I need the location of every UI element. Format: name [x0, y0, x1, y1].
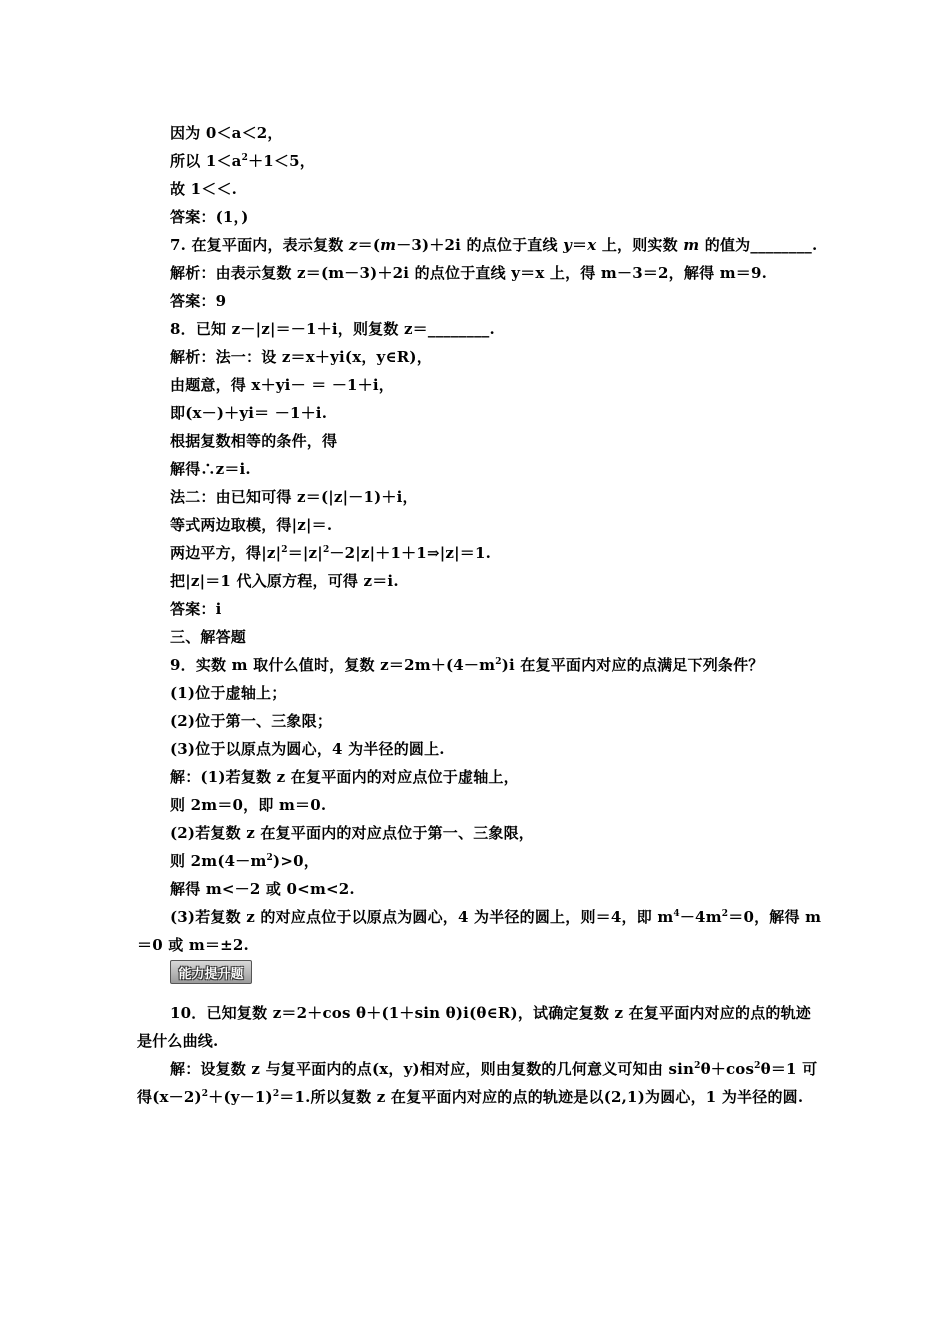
text-line: 是什么曲线.	[137, 1032, 219, 1050]
text-line: (2)位于第一、三象限；	[170, 712, 333, 730]
question-8: 8．已知 z－|z|＝－1＋i，则复数 z＝________.	[170, 320, 495, 338]
text-line: 故 1＜＜.	[170, 180, 238, 198]
text-line: (2)若复数 z 在复平面内的对应点位于第一、三象限，	[170, 824, 534, 842]
text-line: 法二：由已知可得 z＝(|z|－1)＋i，	[170, 488, 418, 506]
question-9: 9．实数 m 取什么值时，复数 $z=2m+(4-m^2)i$ 在复平面内对应的点满足下列条件？	[170, 656, 764, 674]
text-line: 则 2m＝0，即 m＝0.	[170, 796, 327, 814]
text-line: 由题意，得 x＋yi－ ＝ －1＋i，	[170, 376, 394, 394]
answer-line: 答案：9	[170, 292, 227, 310]
text-line: ＝0 或 m＝±2.	[137, 936, 249, 954]
answer-line: 答案：(1，)	[170, 208, 249, 226]
text-line: 因为 0＜a＜2，	[170, 124, 283, 142]
text-line: 即(x－)＋yi＝ －1＋i.	[170, 404, 328, 422]
text-line: 解得∴z＝i.	[170, 460, 251, 478]
question-10: 10．已知复数 z＝2＋cos θ＋(1＋sin θ)i(θ∈R)，试确定复数 z 在复平面内对应的点的轨迹	[170, 1004, 812, 1022]
text-line: 两边平方，得$|z|^2=|z|^2-2|z|+1+1\Rightarrow|z|=1$.	[170, 544, 492, 562]
text-line: 把|z|＝1 代入原方程，可得 z＝i.	[170, 572, 399, 590]
text-line: 解得 m<－2 或 0<m<2.	[170, 880, 355, 898]
analysis-line: 解析：法一：设 z＝x＋yi(x，y∈R)，	[170, 348, 432, 366]
solution-line: 解：设复数 z 与复平面内的点(x，y)相对应，则由复数的几何意义可知由 $\sin^2\theta+\cos^2\theta=1$ 可	[170, 1060, 818, 1078]
solution-line: 解：(1)若复数 z 在复平面内的对应点位于虚轴上，	[170, 768, 519, 786]
text-line: 根据复数相等的条件，得	[170, 432, 338, 450]
text-line: 所以 $1<a^2+1<5$，	[170, 152, 315, 170]
text-line: (3)位于以原点为圆心，4 为半径的圆上.	[170, 740, 445, 758]
question-7: 7. 在复平面内，表示复数 z＝(m－3)＋2i 的点位于直线 y＝x 上，则实数 m 的值为________.	[170, 236, 818, 254]
section-badge: 能力提升题	[170, 960, 252, 984]
text-line: (1)位于虚轴上；	[170, 684, 287, 702]
section-heading: 三、解答题	[170, 628, 247, 646]
text-line: (3)若复数 z 的对应点位于以原点为圆心，4 为半径的圆上，则＝4，即 $m^4-4m^2=0$，解得 m	[170, 908, 822, 926]
text-line: 得$(x-2)^2+(y-1)^2=1$.所以复数 z 在复平面内对应的点的轨迹是以(2,1)为圆心，1 为半径的圆.	[137, 1088, 804, 1106]
analysis-line: 解析：由表示复数 z＝(m－3)＋2i 的点位于直线 y＝x 上，得 m－3＝2，解得 m＝9.	[170, 264, 768, 282]
text-line: 等式两边取模，得|z|＝.	[170, 516, 333, 534]
answer-line: 答案：i	[170, 600, 222, 618]
text-line: 则 $2m(4-m^2)>0$，	[170, 852, 319, 870]
